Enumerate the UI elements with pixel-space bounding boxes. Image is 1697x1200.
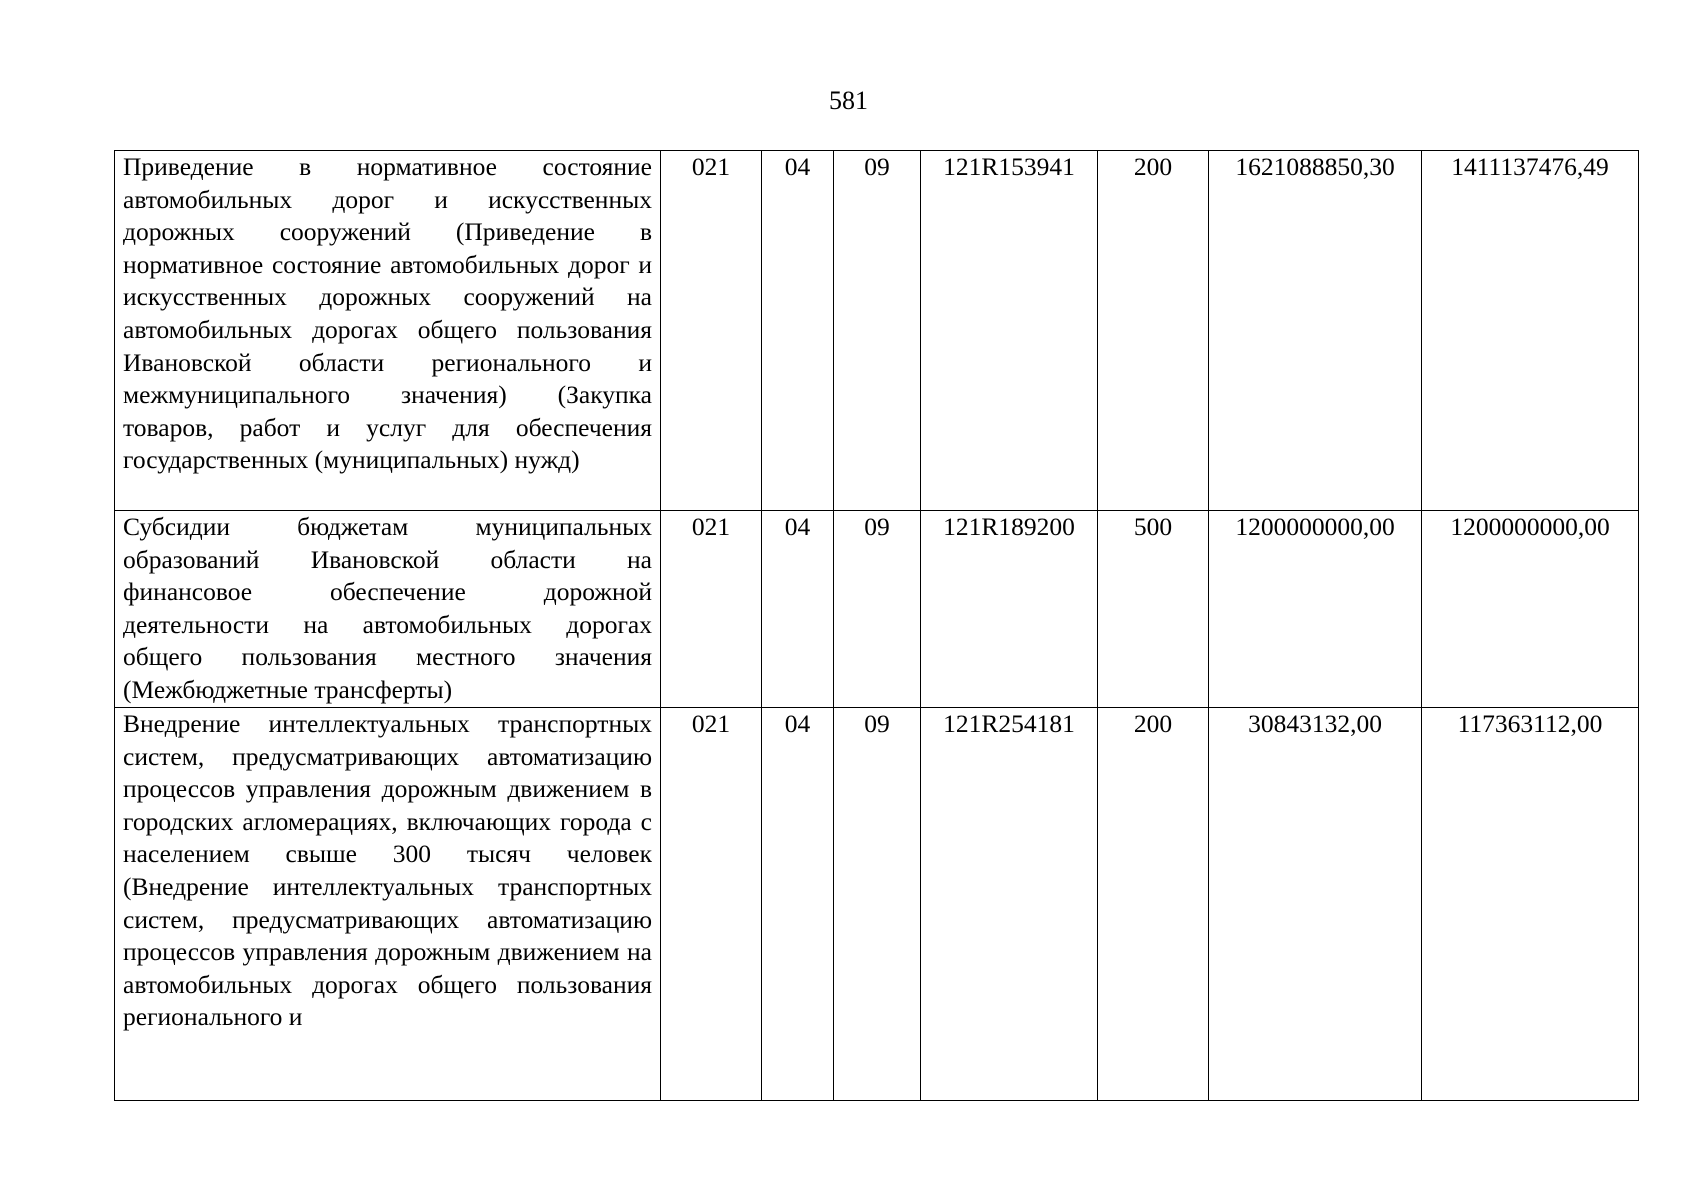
expense-type: 200 [1098,151,1209,511]
amount-second: 1200000000,00 [1422,511,1639,708]
row-description-cell [115,708,661,1101]
target-article: 121R189200 [921,511,1098,708]
section-code: 04 [762,151,834,511]
expense-type: 200 [1098,708,1209,1101]
amount-first: 30843132,00 [1209,708,1422,1101]
section-code: 04 [762,511,834,708]
page-number: 581 [829,86,868,115]
amount-first: 1621088850,30 [1209,151,1422,511]
amount-first: 1200000000,00 [1209,511,1422,708]
ministry-code: 021 [661,708,762,1101]
subsection-code: 09 [834,708,921,1101]
budget-table [114,150,1639,1101]
table-row [115,511,1639,708]
amount-second: 1411137476,49 [1422,151,1639,511]
row-description: Внедрение интеллектуальных транспортных систем, предусматривающих автоматизацию процессов управления дорожным движением в городских агломерациях, включающих города с населением свыше 300 тысяч человек (Внедрение интеллектуальных транспортных систем, предусматривающих автоматизацию процессов управления дорожным движением на автомобильных дорогах общего пользования регионального и [123,709,652,1032]
ministry-code: 021 [661,151,762,511]
table-row [115,151,1639,511]
expense-type: 500 [1098,511,1209,708]
table-row [115,708,1639,1101]
row-description: Субсидии бюджетам муниципальных образований Ивановской области на финансовое обеспечение дорожной деятельности на автомобильных дорогах общего пользования местного значения (Межбюджетные трансферты) [115,511,661,708]
amount-second: 117363112,00 [1422,708,1639,1101]
target-article: 121R153941 [921,151,1098,511]
subsection-code: 09 [834,511,921,708]
target-article: 121R254181 [921,708,1098,1101]
row-description: Приведение в нормативное состояние автомобильных дорог и искусственных дорожных сооружений (Приведение в нормативное состояние автомобильных дорог и искусственных дорожных сооружений на автомобильных дорогах общего пользования Ивановской области регионального и межмуниципального значения) (Закупка товаров, работ и услуг для обеспечения государственных (муниципальных) нужд) [115,151,661,511]
section-code: 04 [762,708,834,1101]
subsection-code: 09 [834,151,921,511]
ministry-code: 021 [661,511,762,708]
